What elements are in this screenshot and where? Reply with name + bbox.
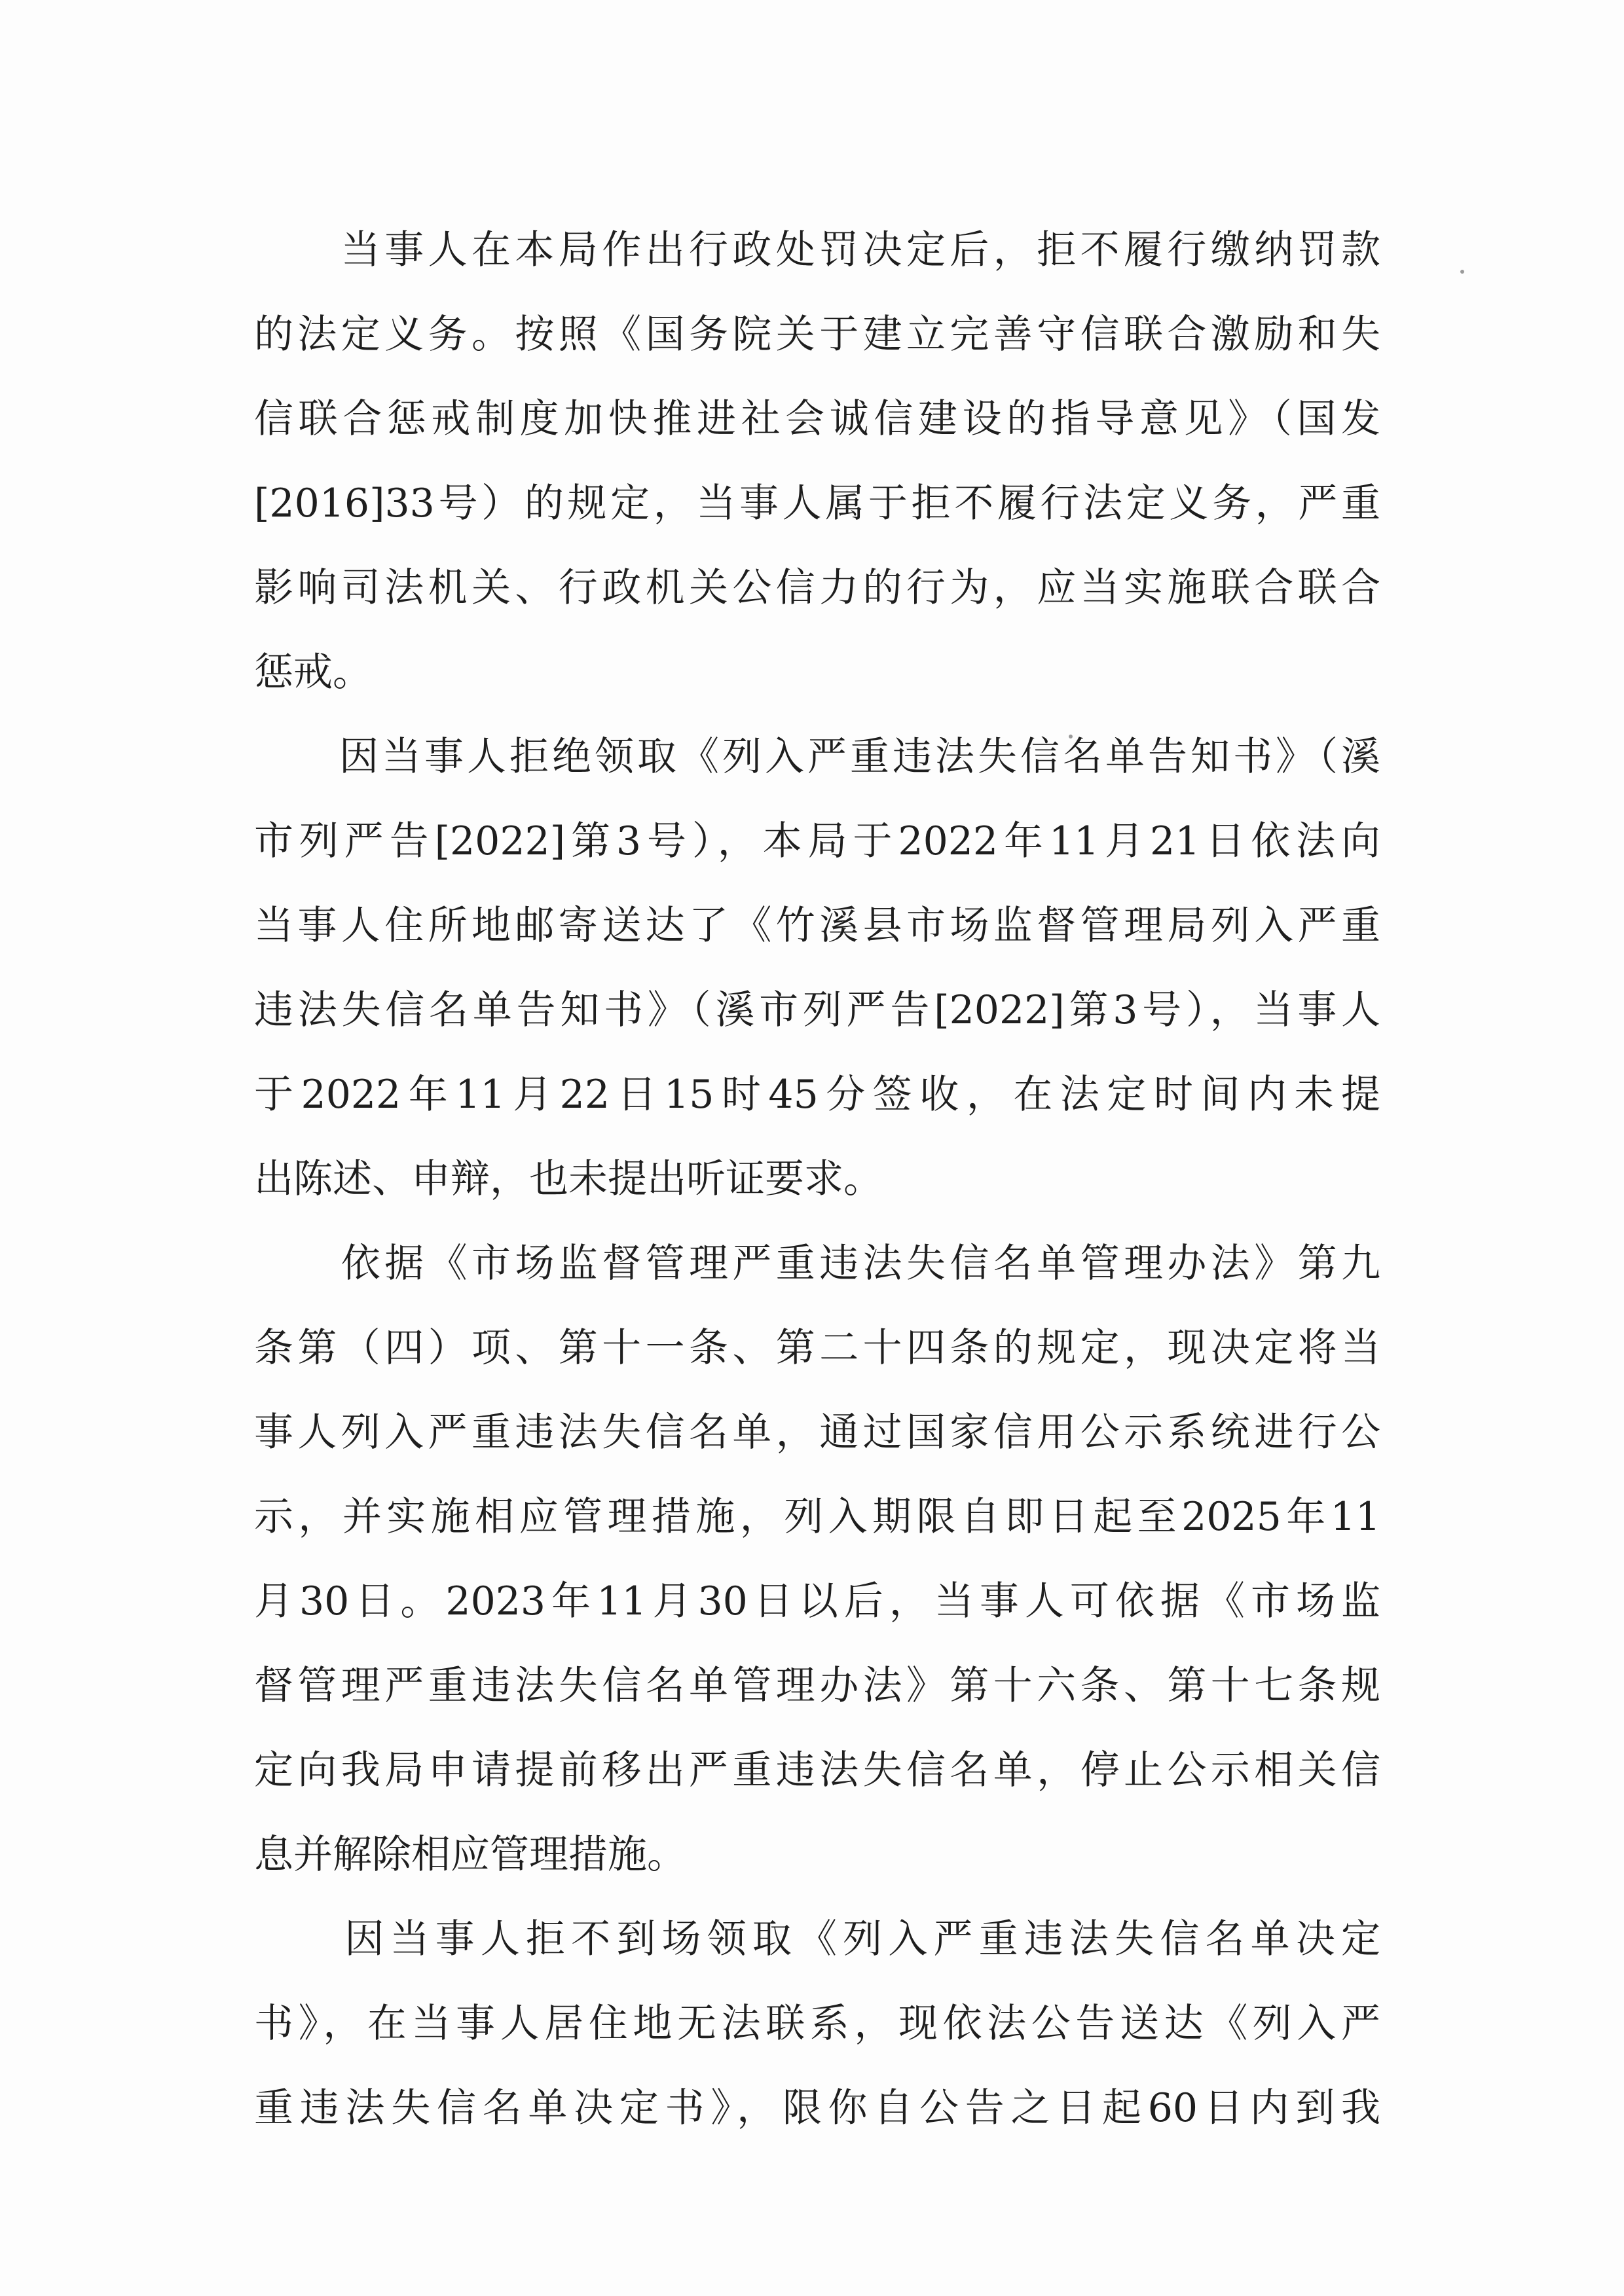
text-line: 重违法失信名单决定书》，限你自公告之日起60日内到我: [254, 2085, 1380, 2131]
text-line: 当事人住所地邮寄送达了《竹溪县市场监督管理局列入严重: [254, 903, 1380, 949]
paragraph-public-service: [254, 1897, 1380, 2151]
paragraph-notice-delivery: [254, 715, 1380, 1222]
text-line: 督管理严重违法失信名单管理办法》第十六条、第十七条规: [254, 1663, 1380, 1709]
text-line: 示，并实施相应管理措施，列入期限自即日起至2025年11: [254, 1494, 1380, 1540]
text-line: 息并解除相应管理措施。: [254, 1832, 686, 1878]
text-line: 信联合惩戒制度加快推进社会诚信建设的指导意见》（国发: [254, 396, 1380, 442]
text-line: 事人列入严重违法失信名单，通过国家信用公示系统进行公: [254, 1410, 1380, 1455]
text-line: 条第（四）项、第十一条、第二十四条的规定，现决定将当: [254, 1325, 1380, 1371]
scan-speck: [1460, 270, 1464, 274]
text-line: 定向我局申请提前移出严重违法失信名单，停止公示相关信: [254, 1747, 1380, 1793]
text-line: 违法失信名单告知书》（溪市列严告[2022]第3号），当事人: [254, 987, 1380, 1033]
text-line: 于2022年11月22日15时45分签收，在法定时间内未提: [254, 1072, 1380, 1118]
text-line: 惩戒。: [254, 649, 372, 695]
text-line: 当事人在本局作出行政处罚决定后，拒不履行缴纳罚款: [254, 227, 1380, 273]
text-line: 市列严告[2022]第3号），本局于2022年11月21日依法向: [254, 818, 1380, 864]
text-line: 月30日。2023年11月30日以后，当事人可依据《市场监: [254, 1578, 1380, 1624]
text-line: 因当事人拒不到场领取《列入严重违法失信名单决定: [254, 1916, 1380, 1962]
text-line: 因当事人拒绝领取《列入严重违法失信名单告知书》（溪: [254, 734, 1380, 780]
paragraph-penalty-refusal: [254, 208, 1380, 715]
text-line: 出陈述、申辩，也未提出听证要求。: [254, 1156, 883, 1202]
text-line: 的法定义务。按照《国务院关于建立完善守信联合激励和失: [254, 312, 1380, 357]
paragraph-listing-decision: [254, 1222, 1380, 1897]
text-line: [2016]33号）的规定，当事人属于拒不履行法定义务，严重: [254, 481, 1380, 526]
text-line: 依据《市场监督管理严重违法失信名单管理办法》第九: [254, 1241, 1380, 1286]
document-body: [254, 208, 1380, 2151]
text-line: 影响司法机关、行政机关公信力的行为，应当实施联合联合: [254, 565, 1380, 611]
text-line: 书》，在当事人居住地无法联系，现依法公告送达《列入严: [254, 2001, 1380, 2047]
